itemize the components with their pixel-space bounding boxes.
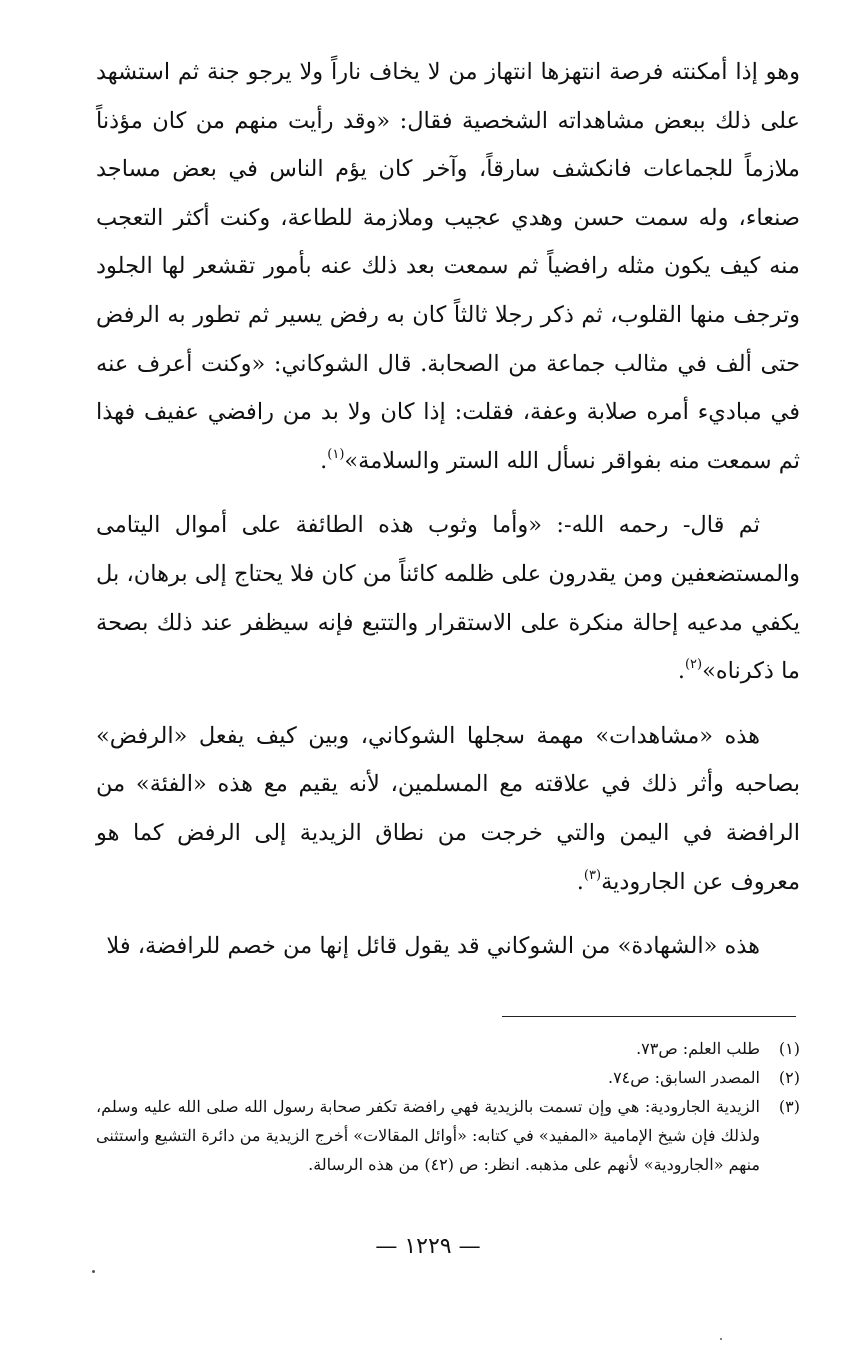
footnote-separator xyxy=(502,1016,796,1017)
footnote-1 xyxy=(96,1034,800,1063)
footnote-number: (٢) xyxy=(778,1068,800,1087)
footnote-ref-3: (٣) xyxy=(583,867,602,883)
footnote-text: الزيدية الجارودية: هي وإن تسمت بالزيدية فهي رافضة تكفر صحابة رسول الله صلى الله عليه وسلم، ولذلك فإن شيخ الإمامية «المفيد» في كتابه: «أوائل المقالات» أخرج الزيدية من دائرة التشيع واستثنى منهم «الجارودية» لأنهم على مذهبه. انظر: ص (٤٢) من هذه الرسالة. xyxy=(96,1097,760,1174)
footnote-ref-2: (٢) xyxy=(684,657,703,673)
footnote-3 xyxy=(96,1092,800,1179)
scan-speck xyxy=(720,1338,722,1340)
footnote-2 xyxy=(96,1063,800,1092)
main-text xyxy=(96,48,800,971)
page-number: — ١٢٢٩ — xyxy=(375,1234,481,1259)
footnote-text: المصدر السابق: ص٧٤. xyxy=(607,1068,760,1087)
paragraph-2: ثم قال- رحمه الله-: «وأما وثوب هذه الطائفة على أموال اليتامى والمستضعفين ومن يقدرون على ظلمه كائناً من كان فلا يحتاج إلى برهان، بل يكفي مدعيه إحالة منكرة على الاستقرار والتتبع فإنه سيظفر عند ذلك بصحة ما ذكرناه»$^{(٢)}$. xyxy=(96,512,800,685)
footnote-number: (٣) xyxy=(778,1097,800,1116)
footnotes xyxy=(96,1034,800,1179)
paragraph-3: هذه «مشاهدات» مهمة سجلها الشوكاني، وبين كيف يفعل «الرفض» بصاحبه وأثر ذلك في علاقته مع المسلمين، لأنه يقيم مع هذه «الفئة» من الرافضة في اليمن والتي خرجت من نطاق الزيدية إلى الرفض كما هو معروف عن الجارودية$^{(٣)}$. xyxy=(96,722,800,895)
paragraph-1: وهو إذا أمكنته فرصة انتهزها انتهاز من لا يخاف ناراً ولا يرجو جنة ثم استشهد على ذلك ببعض مشاهداته الشخصية فقال: «وقد رأيت منهم من كان مؤذناً ملازماً للجماعات فانكشف سارقاً، وآخر كان يؤم الناس في بعض مساجد صنعاء، وله سمت حسن وهدي عجيب وملازمة للطاعة، وكنت أكثر التعجب منه كيف يكون مثله رافضياً ثم سمعت بعد ذلك عنه بأمور تقشعر لها الجلود وترجف منها القلوب، ثم ذكر رجلا ثالثاً كان به رفض يسير ثم تطور به الرفض حتى ألف في مثالب جماعة من الصحابة. قال الشوكاني: «وكنت أعرف عنه في مباديء أمره صلابة وعفة، فقلت: إذا كان ولا بد من رافضي عفيف فهذا ثم سمعت منه بفواقر نسأل الله الستر والسلامة»$^{(١)}$. xyxy=(96,59,800,474)
footnote-number: (١) xyxy=(778,1039,800,1058)
footnote-text: طلب العلم: ص٧٣. xyxy=(636,1039,760,1058)
paragraph-4: هذه «الشهادة» من الشوكاني قد يقول قائل إنها من خصم للرافضة، فلا xyxy=(106,933,760,960)
footnote-ref-1: (١) xyxy=(327,446,345,462)
scan-speck xyxy=(92,1270,95,1273)
